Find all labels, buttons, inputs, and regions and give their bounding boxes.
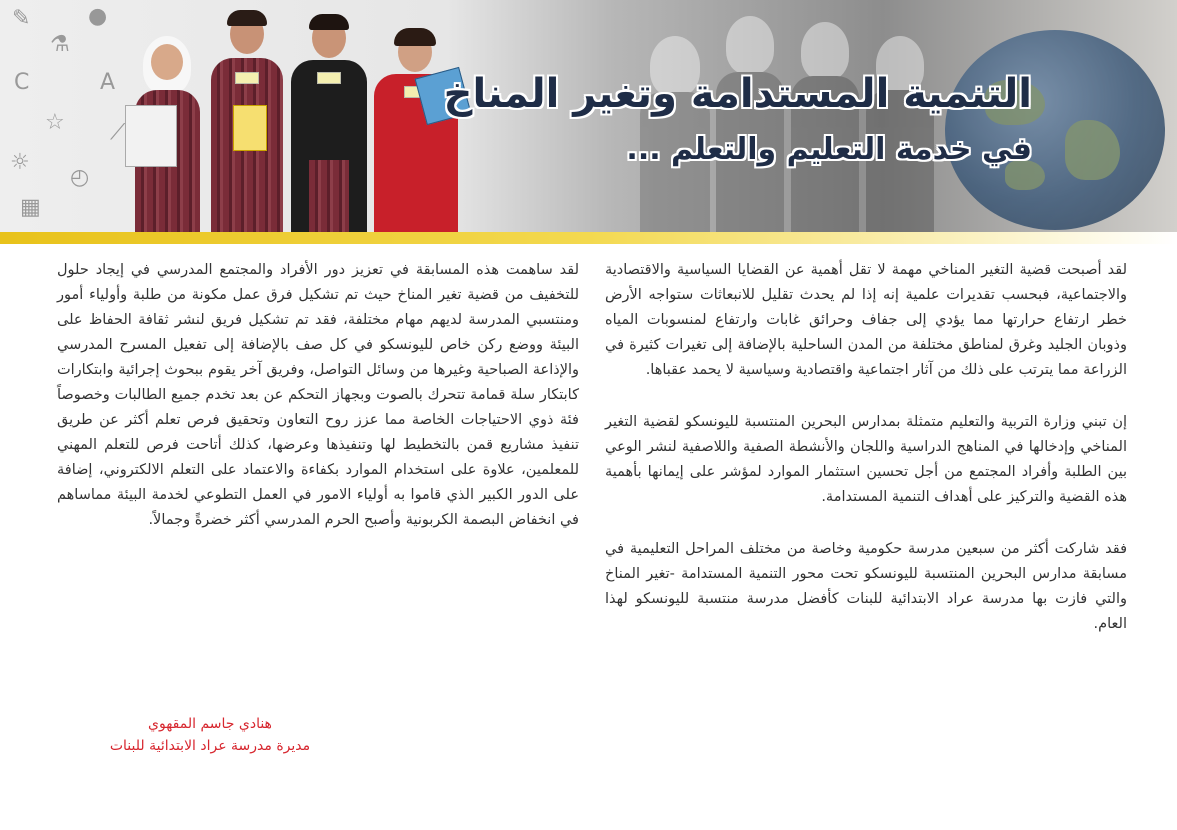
craft-project [233, 105, 267, 151]
author-role: مديرة مدرسة عراد الابتدائية للبنات [109, 738, 311, 754]
student-figure-background [710, 10, 790, 232]
article-paragraph: إن تبني وزارة التربية والتعليم متمثلة بمدارس البحرين المنتسبة لليونسكو لقضية التغير المناخي وإدخالها في المناهج الدراسية واللجان والأنشطة الصفية واللاصفية لنشر الوعي بين الطلبة وأفراد المجتمع من أجل تحسين استثمار الموارد لمؤشر على إيمانها بأهمية هذه القضية والتركيز على أهداف التنمية المستدامة. [605, 414, 1127, 505]
letter-c-icon: C [14, 70, 30, 95]
student-figure [205, 10, 290, 232]
author-signature [60, 713, 360, 757]
student-figure [125, 10, 210, 232]
calculator-icon: ▦ [20, 195, 41, 220]
article-column-right [605, 258, 1127, 664]
apple-icon: ● [88, 4, 108, 29]
lightbulb-icon: ☼ [10, 150, 30, 175]
star-icon: ☆ [45, 110, 65, 135]
page-subtitle: في خدمة التعليم والتعلم ... [626, 132, 1032, 167]
student-figure-background [860, 10, 940, 232]
header-banner [0, 0, 1177, 232]
student-figure [370, 10, 465, 232]
page-title: التنمية المستدامة وتغير المناخ [443, 71, 1032, 117]
unesco-poster [125, 105, 177, 167]
flask-icon: ⚗ [50, 32, 70, 57]
student-figure [287, 10, 372, 232]
article-paragraph: لقد ساهمت هذه المسابقة في تعزيز دور الأفراد والمجتمع المدرسي في إيجاد حلول للتخفيف من قضية تغير المناخ حيث تم تشكيل فرق عمل مكونة من طلبة وأولياء أمور ومنتسبي المدرسة لديهم مهام مختلفة، فقد تم تشكيل فريق لنشر ثقافة الحفاظ على البيئة ووضع ركن خاص لليونسكو في كل صف بالإضافة إلى تفعيل المسرح المدرسي والإذاعة الصباحية وغيرها من وسائل التواصل، وفريق آخر يقوم ببحوث إجرائية وابتكارات كابتكار سلة قمامة تتحرك بالصوت وبجهاز التحكم عن بعد تخدم جميع الطالبات وخصوصاً فئة ذوي الاحتياجات الخاصة مما عزز روح التعاون وتحقيق فرص تعلم أكثر عن طريق تنفيذ مشاريع قمن بالتخطيط لها وتنفيذها وعرضها، كذلك أتاحت فرص للتعلم المهني للمعلمين، علاوة على استخدام الموارد بكفاءة والاعتماد على التعلم الالكتروني، إضافة على الدور الكبير الذي قاموا به أولياء الامور في العمل التطوعي لخدمة البيئة مماساهم في انخفاض البصمة الكربونية وأصبح الحرم المدرسي أكثر خضرةً وجمالاً. [57, 262, 579, 528]
yellow-divider [0, 232, 1177, 244]
article-paragraph: لقد أصبحت قضية التغير المناخي مهمة لا تقل أهمية عن القضايا السياسية والاقتصادية والاجتماعية، فبحسب تقديرات علمية إنه إذا لم يحدث تقليل للانبعاثات ستواجه الأرض خطر ارتفاع حرارتها مما يؤدي إلى جفاف وحرائق غابات وارتفاع لمنسوبات المياه وذوبان الجليد وغرق لمناطق مختلفة من المدن الساحلية بالإضافة إلى تغيرات كثيرة في الزراعة مما يترتب على ذلك من آثار اجتماعية واقتصادية وسياسية لا يحمد عقباها. [605, 262, 1127, 378]
clock-icon: ◴ [70, 165, 90, 190]
student-figure-background [630, 10, 720, 232]
pencil-icon: ✎ [12, 6, 31, 31]
ruler-icon: ⟋ [110, 120, 126, 145]
student-figure-background [785, 10, 865, 232]
article-paragraph: فقد شاركت أكثر من سبعين مدرسة حكومية وخاصة من مختلف المراحل التعليمية في مسابقة مدارس البحرين المنتسبة لليونسكو تحت محور التنمية المستدامة -تغير المناخ والتي فازت بها مدرسة عراد الابتدائية للبنات كأفضل مدرسة منتسبة لليونسكو لهذا العام. [605, 541, 1127, 632]
author-name: هنادي جاسم المقهوي [148, 716, 272, 732]
letter-a-icon: A [100, 70, 116, 95]
article-column-left [57, 258, 579, 560]
